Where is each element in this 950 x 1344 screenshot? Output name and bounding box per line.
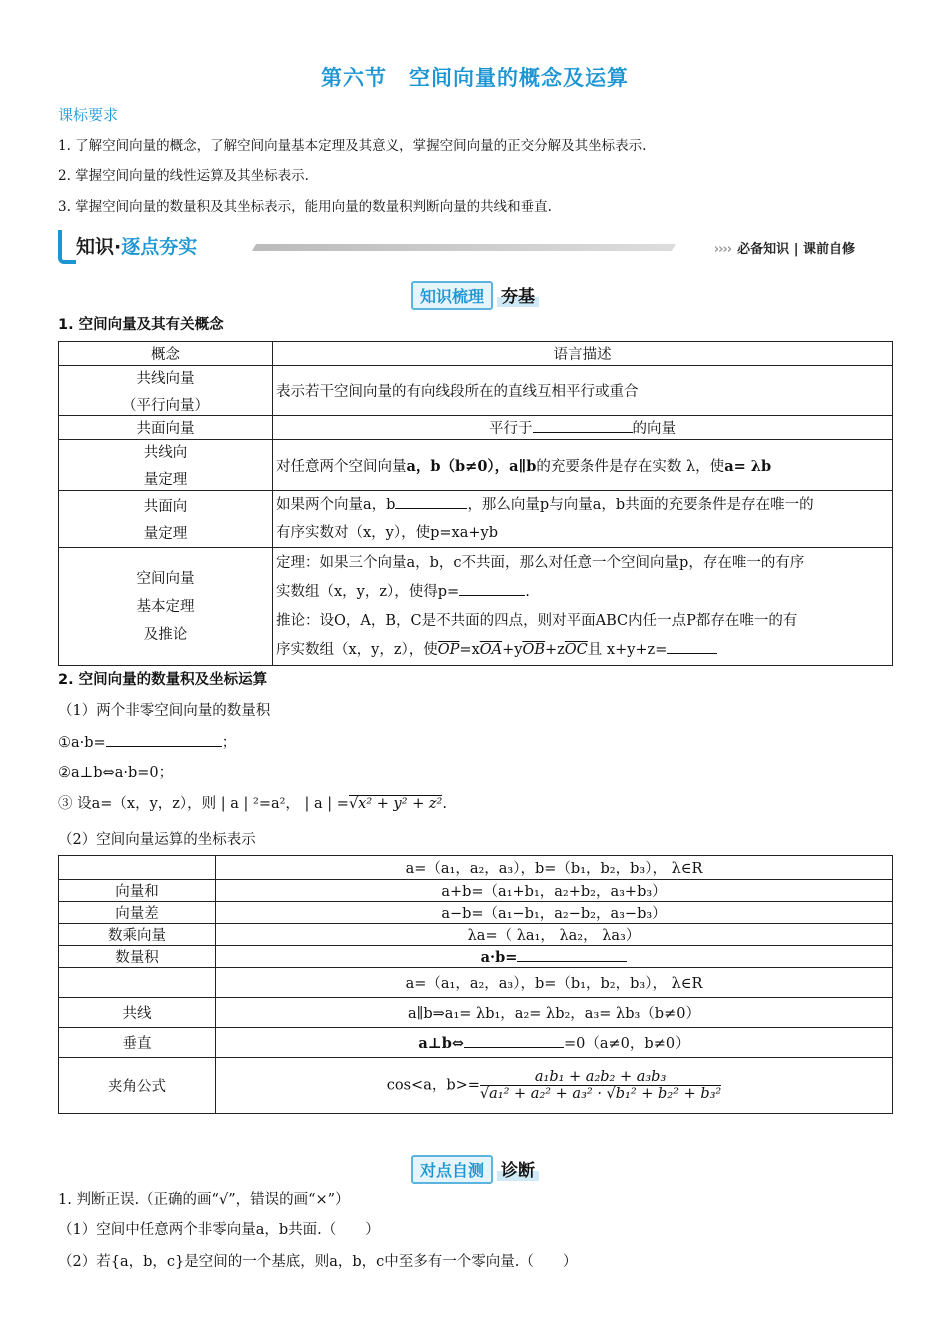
row-coplanar-theorem-label: 共面向 量定理 <box>59 491 273 548</box>
arrows-icon: ›››› <box>713 242 732 257</box>
coord-header-2: a=（a₁，a₂，a₃），b=（b₁，b₂，b₃）， λ∈R <box>216 968 893 998</box>
row-collinear-desc: 表示若干空间向量的有向线段所在的直线互相平行或重合 <box>273 366 893 416</box>
concepts-table <box>58 341 893 666</box>
banner-corner <box>58 230 76 264</box>
page-title: 第六节 空间向量的概念及运算 <box>321 66 629 90</box>
requirement-3: 3. 掌握空间向量的数量积及其坐标表示，能用向量的数量积判断向量的共线和垂直. <box>58 199 552 215</box>
row-collinear-theorem-desc: 对任意两个空间向量a，b（b≠0），a∥b的充要条件是存在实数 λ，使a= λb <box>273 440 893 491</box>
row-diff-value: a−b=（a₁−b₁，a₂−b₂，a₃−b₃） <box>216 902 893 924</box>
row-perp-value: a⊥b⇔ =0（a≠0，b≠0） <box>216 1028 893 1058</box>
row-collinear-theorem-label: 共线向 量定理 <box>59 440 273 491</box>
question-1-1: （1）空间中任意两个非零向量a，b共面.（ ） <box>58 1222 380 1238</box>
banner-stripe <box>252 244 676 251</box>
perpendicular-rule: ②a⊥b⇔a·b=0； <box>58 765 174 781</box>
requirement-1: 1. 了解空间向量的概念，了解空间向量基本定理及其意义，掌握空间向量的正交分解及其坐标表示. <box>58 138 647 154</box>
tag-zice: 对点自测 诊断 <box>0 1155 950 1184</box>
magnitude-rule: ③ 设a=（x，y，z），则 | a | ²=a²， | a | =√x² + y² + z². <box>58 796 447 812</box>
row-collinear-label: 共线向量 （平行向量） <box>59 366 273 416</box>
row-collinear-value: a∥b⇒a₁= λb₁，a₂= λb₂，a₃= λb₃（b≠0） <box>216 998 893 1028</box>
angle-fraction: $\frac{\text{a₁b₁ + a₂b₂ + a₃b₃}}{\text{√a₁² + a₂² + a₃² · √b₁² + b₂² + b₃²}}$ <box>479 1069 722 1102</box>
row-angle-value: cos<a，b>= $\frac{\text{a₁b₁ + a₂b₂ + a₃b₃}}{\text{√a₁² + a₂² + a₃² · √b₁² + b₂² + b₃²}}$ <box>216 1058 893 1114</box>
row-dot-label: 数量积 <box>59 946 216 968</box>
coord-header: a=（a₁，a₂，a₃），b=（b₁，b₂，b₃）， λ∈R <box>216 856 893 880</box>
dot-product-intro: （1）两个非零空间向量的数量积 <box>58 703 271 719</box>
header-concept: 概念 <box>59 342 273 366</box>
row-basis-theorem-label: 空间向量 基本定理 及推论 <box>59 548 273 666</box>
coordinate-intro: （2）空间向量运算的坐标表示 <box>58 832 256 848</box>
question-1: 1. 判断正误.（正确的画“√”，错误的画“×”） <box>58 1192 350 1208</box>
banner-right: ›››› 必备知识 | 课前自修 <box>713 242 855 257</box>
row-coplanar-theorem-desc: 如果两个向量a，b ，那么向量p与向量a，b共面的充要条件是存在唯一的 有序实数对（x，y），使p=xa+yb <box>273 491 893 548</box>
row-basis-theorem-desc: 定理：如果三个向量a，b，c不共面，那么对任意一个空间向量p，存在唯一的有序 实数组（x，y，z），使得p= . 推论：设O，A，B，C是不共面的四点，则对平面ABC内任一点P都存在唯一的有 序实数组（x，y，z），使$\overline{OP}=x\overline{OA}+y\overline{OB}+z\overline{OC}$且 x+y+z= <box>273 548 893 666</box>
tag-zhishi: 知识梳理 夯基 <box>0 281 950 310</box>
row-angle-label: 夹角公式 <box>59 1058 216 1114</box>
banner-label: 知识·逐点夯实 <box>76 236 198 258</box>
row-perp-label: 垂直 <box>59 1028 216 1058</box>
section-1-heading: 1. 空间向量及其有关概念 <box>58 317 224 333</box>
section-2-heading: 2. 空间向量的数量积及坐标运算 <box>58 672 268 688</box>
section-banner <box>58 230 893 264</box>
question-1-2: （2）若{a，b，c}是空间的一个基底，则a，b，c中至多有一个零向量.（ ） <box>58 1254 578 1270</box>
row-collinear-label: 共线 <box>59 998 216 1028</box>
row-diff-label: 向量差 <box>59 902 216 924</box>
row-dot-value: a·b= <box>216 946 893 968</box>
header-description: 语言描述 <box>273 342 893 366</box>
row-sum-value: a+b=（a₁+b₁，a₂+b₂，a₃+b₃） <box>216 880 893 902</box>
row-scalar-label: 数乘向量 <box>59 924 216 946</box>
curriculum-label: 课标要求 <box>58 106 119 124</box>
requirement-2: 2. 掌握空间向量的线性运算及其坐标表示. <box>58 168 309 184</box>
row-coplanar-desc: 平行于 的向量 <box>273 416 893 440</box>
row-scalar-value: λa=（ λa₁， λa₂， λa₃） <box>216 924 893 946</box>
row-sum-label: 向量和 <box>59 880 216 902</box>
dot-product-def: ①a·b= ； <box>58 731 236 752</box>
row-coplanar-label: 共面向量 <box>59 416 273 440</box>
coordinate-table <box>58 855 893 1114</box>
